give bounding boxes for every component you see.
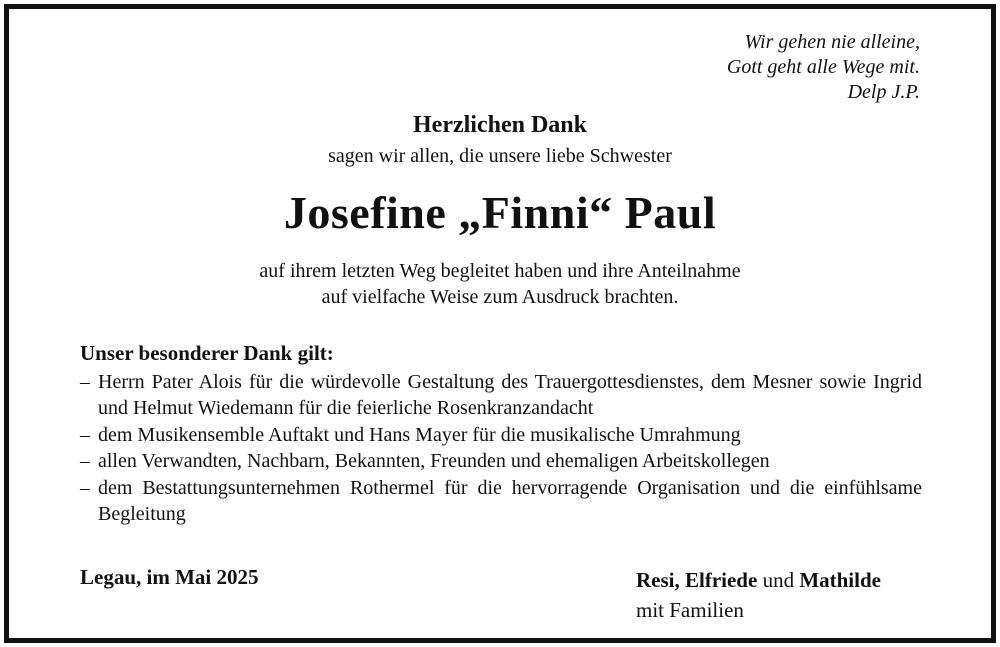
dash-marker: – xyxy=(80,476,90,499)
signers xyxy=(636,565,881,625)
thanks-item xyxy=(80,422,922,449)
signer-name-1: Resi, Elfriede xyxy=(636,568,758,592)
dash-marker: – xyxy=(80,423,90,446)
thanks-item-text: dem Musikensemble Auftakt und Hans Mayer für die musikalische Umrahmung xyxy=(98,423,741,446)
motto-line-2: Gott geht alle Wege mit. xyxy=(726,56,920,78)
signer-name-2: Mathilde xyxy=(799,568,881,592)
special-thanks-title: Unser besonderer Dank gilt: xyxy=(80,341,334,365)
thanks-item xyxy=(80,369,922,422)
thanks-item-text: allen Verwandten, Nachbarn, Bekannten, Freunden und ehemaligen Arbeitskollegen xyxy=(98,450,770,472)
dash-marker: – xyxy=(80,450,90,472)
signer-families: mit Familien xyxy=(636,598,744,622)
thanks-item-text: Herrn Pater Alois für die würdevolle Gestaltung des Trauergottesdienstes, dem Mesner sowie Ingrid und Helmut Wiedemann für die feierliche Rosenkranzandacht xyxy=(98,370,922,419)
deceased-name: Josefine „Finni“ Paul xyxy=(283,187,717,238)
after-text xyxy=(0,258,1000,310)
signer-connector: und xyxy=(757,568,800,592)
place-and-date: Legau, im Mai 2025 xyxy=(80,565,259,589)
motto-author: Delp J.P. xyxy=(847,81,920,103)
after-line-1: auf ihrem letzten Weg begleitet haben und ihre Anteilnahme xyxy=(259,260,741,282)
special-thanks xyxy=(80,340,922,528)
thanks-item xyxy=(80,448,922,475)
dash-marker: – xyxy=(80,370,90,393)
motto-line-1: Wir gehen nie alleine, xyxy=(744,31,920,53)
motto-quote xyxy=(727,30,920,105)
signer-names xyxy=(636,565,881,595)
after-line-2: auf vielfache Weise zum Ausdruck brachten. xyxy=(321,286,679,308)
heading: Herzlichen Dank xyxy=(413,112,587,138)
intro-text: sagen wir allen, die unsere liebe Schwester xyxy=(328,145,672,167)
thanks-item-text: dem Bestattungsunternehmen Rothermel für die hervorragende Organisation und die einfühlsame Begleitung xyxy=(98,476,922,525)
thanks-item xyxy=(80,475,922,528)
